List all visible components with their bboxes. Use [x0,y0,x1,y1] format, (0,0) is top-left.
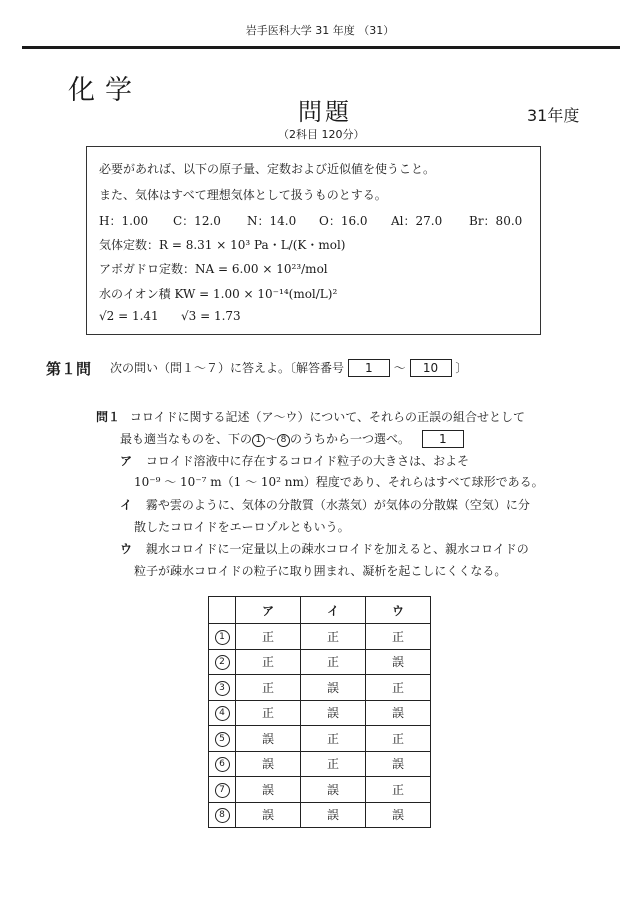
instruction-text: 次の問い（問１〜７）に答えよ。〔解答番号 [110,361,345,375]
table-cell: 正 [366,726,431,752]
table-row [209,700,431,726]
sqrt2-value: √2 = 1.41 [99,309,159,323]
item-i-line1 [120,496,530,513]
table-cell: 正 [301,726,366,752]
table-cell: 正 [366,777,431,803]
table-cell: 誤 [236,751,301,777]
row-number: 5 [209,726,236,752]
item-u-text1: 親水コロイドに一定量以上の疎水コロイドを加えると、親水コロイドの [145,542,529,556]
exam-meta: （2科目 120分） [278,128,365,141]
row-number: 2 [209,649,236,675]
table-corner [209,597,236,624]
mon1-text2a: 最も適当なものを、下の [120,432,253,446]
avogadro-constant: アボガドロ定数：NA = 6.00 × 10²³/mol [99,262,328,276]
table-cell: 正 [301,751,366,777]
item-a-line1 [120,452,469,469]
item-u-line1 [120,540,529,557]
atomic-weight-al: Al：27.0 [391,214,443,228]
table-cell: 誤 [366,649,431,675]
table-cell: 正 [236,649,301,675]
table-cell: 誤 [301,700,366,726]
table-row [209,649,431,675]
item-i-text1: 霧や雲のように、気体の分散質（水蒸気）が気体の分散媒（空気）に分 [145,498,530,512]
row-number: 8 [209,802,236,828]
row-number: 4 [209,700,236,726]
bracket-close: 〕 [455,361,468,375]
item-a-label: ア [120,454,133,468]
column-header-u: ウ [366,597,431,624]
mon1-line2 [120,430,464,448]
mon1-label: 問１ [96,410,121,424]
mon1-answer-box: 1 [422,430,464,448]
table-cell: 誤 [301,675,366,701]
table-cell: 正 [236,624,301,650]
column-header-a: ア [236,597,301,624]
atomic-weight-c: C：12.0 [173,214,221,228]
mon1-text2b: のうちから一つ選べ。 [290,432,411,446]
mondai-title: 問題 [298,98,352,126]
table-row [209,802,431,828]
table-row [209,675,431,701]
table-cell: 誤 [366,802,431,828]
question-1-label: 第１問 [46,360,92,378]
answer-range-start: 1 [348,359,390,377]
row-number: 1 [209,624,236,650]
column-header-i: イ [301,597,366,624]
table-cell: 正 [301,649,366,675]
header-rule [22,46,620,49]
table-row [209,624,431,650]
ideal-gas-note: また、気体はすべて理想気体として扱うものとする。 [99,188,387,202]
row-number: 3 [209,675,236,701]
table-cell: 誤 [236,726,301,752]
gas-constant: 気体定数：R = 8.31 × 10³ Pa・L/(K・mol) [99,238,346,252]
table-cell: 正 [366,675,431,701]
question-1-instruction [110,359,467,377]
choice-circle-1: 1 [252,434,265,447]
table-cell: 正 [236,675,301,701]
table-cell: 正 [301,624,366,650]
ion-product: 水のイオン積 KW = 1.00 × 10⁻¹⁴(mol/L)² [99,287,338,301]
table-cell: 誤 [366,700,431,726]
constants-box [86,146,541,335]
choice-circle-8: 8 [277,434,290,447]
table-row [209,726,431,752]
item-a-text1: コロイド溶液中に存在するコロイド粒子の大きさは、およそ [145,454,470,468]
atomic-weight-n: N：14.0 [247,214,297,228]
mon1-text1: コロイドに関する記述（ア〜ウ）について、それらの正誤の組合せとして [129,410,526,424]
table-cell: 誤 [301,777,366,803]
item-u-line2: 粒子が疎水コロイドの粒子に取り囲まれ、凝析を起こしにくくなる。 [134,564,507,578]
constants-intro: 必要があれば、以下の原子量、定数および近似値を使うこと。 [99,162,436,176]
year-label: 31年度 [527,106,580,125]
atomic-weight-br: Br：80.0 [469,214,523,228]
item-u-label: ウ [120,542,133,556]
mon1-tilde: 〜 [265,432,278,446]
item-a-line2: 10⁻⁹ 〜 10⁻⁷ m（1 〜 10² nm）程度であり、それらはすべて球形である。 [134,475,544,489]
item-i-label: イ [120,498,133,512]
atomic-weight-h: H：1.00 [99,214,149,228]
table-cell: 誤 [236,802,301,828]
table-row [209,777,431,803]
table-cell: 誤 [301,802,366,828]
table-cell: 正 [366,624,431,650]
answer-choice-table [208,596,431,828]
page-header: 岩手医科大学 31 年度 （31） [245,24,395,37]
row-number: 7 [209,777,236,803]
table-header-row [209,597,431,624]
answer-range-end: 10 [410,359,452,377]
table-row [209,751,431,777]
item-i-line2: 散したコロイドをエーロゾルともいう。 [134,520,350,534]
table-cell: 正 [236,700,301,726]
row-number: 6 [209,751,236,777]
table-cell: 誤 [236,777,301,803]
mon1-line1 [96,408,525,425]
sqrt3-value: √3 = 1.73 [181,309,241,323]
subject-title: 化学 [68,75,142,106]
atomic-weight-o: O：16.0 [319,214,368,228]
range-tilde: 〜 [393,361,406,375]
table-cell: 誤 [366,751,431,777]
